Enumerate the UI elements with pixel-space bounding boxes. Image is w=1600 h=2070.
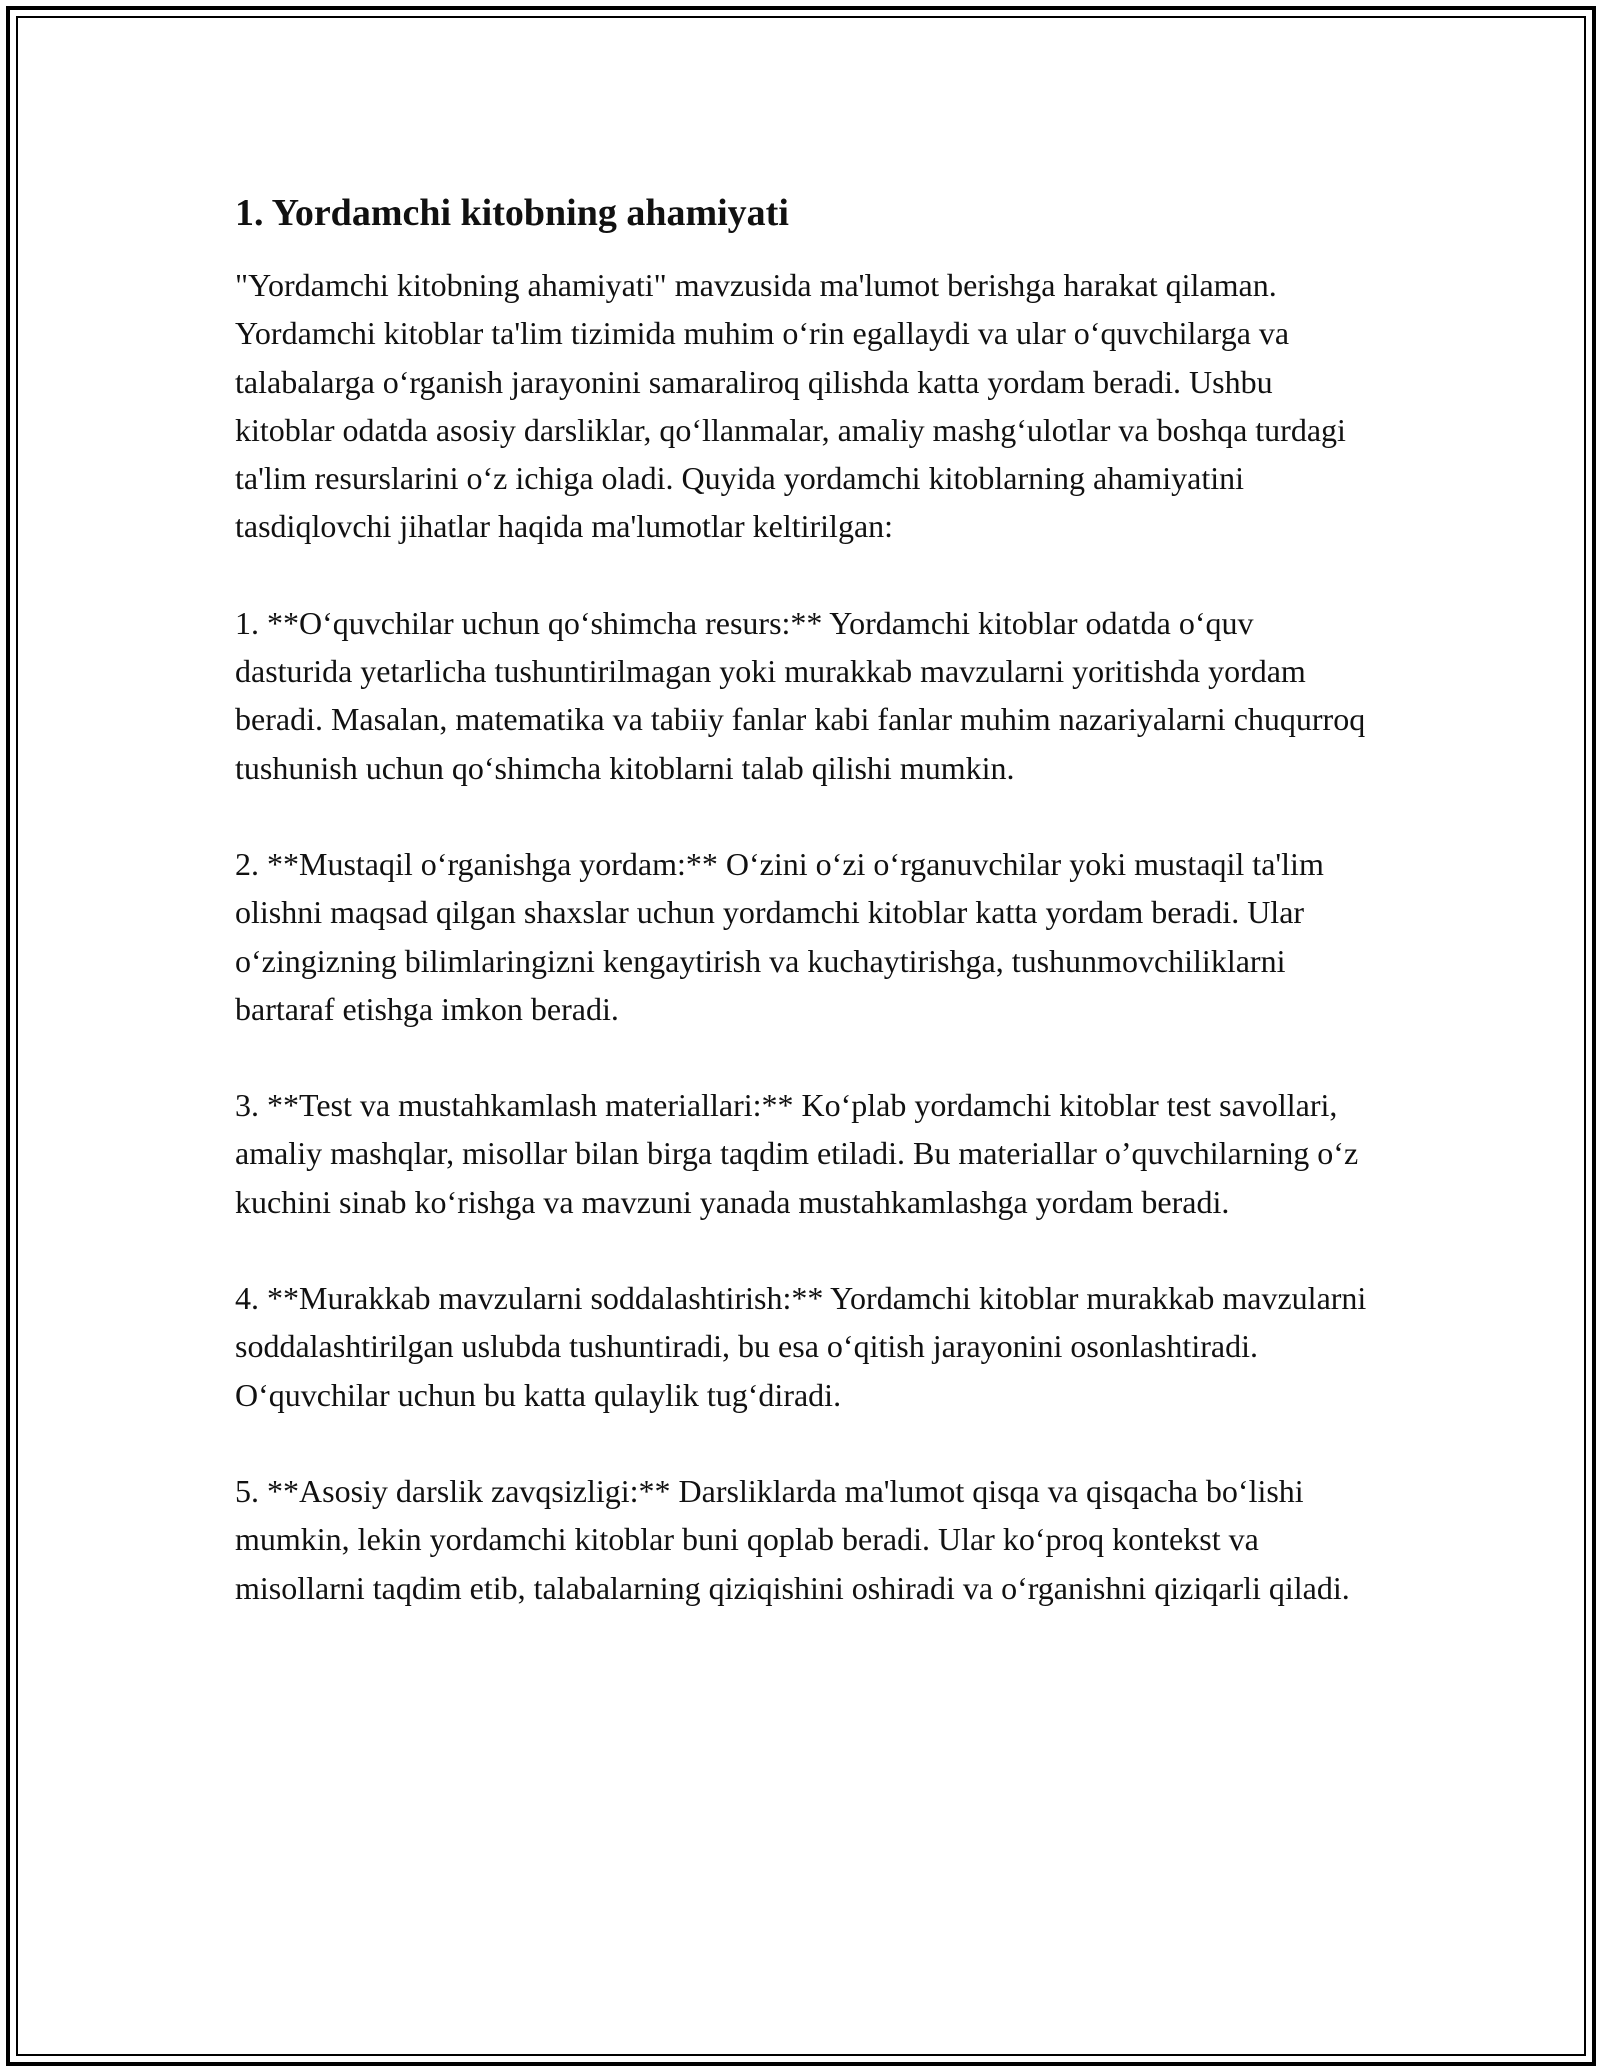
document-body <box>235 185 1375 1660</box>
point-4-paragraph: 4. **Murakkab mavzularni soddalashtirish:** Yordamchi kitoblar murakkab mavzularni soddalashtirilgan uslubda tushuntiradi, bu esa o‘qitish jarayonini osonlashtiradi. O‘quvchilar uchun bu katta qulaylik tug‘diradi. <box>235 1280 1367 1413</box>
point-3-paragraph: 3. **Test va mustahkamlash materiallari:** Ko‘plab yordamchi kitoblar test savollari, amaliy mashqlar, misollar bilan birga taqdim etiladi. Bu materiallar o’quvchilarning o‘z kuchini sinab ko‘rishga va mavzuni yanada mustahkamlashga yordam beradi. <box>235 1087 1359 1220</box>
intro-paragraph: "Yordamchi kitobning ahamiyati" mavzusida ma'lumot berishga harakat qilaman. Yordamchi kitoblar ta'lim tizimida muhim o‘rin egallaydi va ular o‘quvchilarga va talabalarga o‘rganish jarayonini samaraliroq qilishda katta yordam beradi. Ushbu kitoblar odatda asosiy darsliklar, qo‘llanmalar, amaliy mashg‘ulotlar va boshqa turdagi ta'lim resurslarini o‘z ichiga oladi. Quyida yordamchi kitoblarning ahamiyatini tasdiqlovchi jihatlar haqida ma'lumotlar keltirilgan: <box>235 267 1346 545</box>
section-heading: 1. Yordamchi kitobning ahamiyati <box>235 192 789 234</box>
point-5-paragraph: 5. **Asosiy darslik zavqsizligi:** Darsliklarda ma'lumot qisqa va qisqacha bo‘lishi mumkin, lekin yordamchi kitoblar buni qoplab beradi. Ular ko‘proq kontekst va misollarni taqdim etib, talabalarning qiziqishini oshiradi va o‘rganishni qiziqarli qiladi. <box>235 1472 1350 1606</box>
point-2-paragraph: 2. **Mustaqil o‘rganishga yordam:** O‘zini o‘zi o‘rganuvchilar yoki mustaqil ta'lim olishni maqsad qilgan shaxslar uchun yordamchi kitoblar katta yordam beradi. Ular o‘zingizning bilimlaringizni kengaytirish va kuchaytirishga, tushunmovchiliklarni bartaraf etishga imkon beradi. <box>235 845 1324 1027</box>
point-1-paragraph: 1. **O‘quvchilar uchun qo‘shimcha resurs:** Yordamchi kitoblar odatda o‘quv dasturida yetarlicha tushuntirilmagan yoki murakkab mavzularni yoritishda yordam beradi. Masalan, matematika va tabiiy fanlar kabi fanlar muhim nazariyalarni chuqurroq tushunish uchun qo‘shimcha kitoblarni talab qilishi mumkin. <box>235 604 1366 786</box>
